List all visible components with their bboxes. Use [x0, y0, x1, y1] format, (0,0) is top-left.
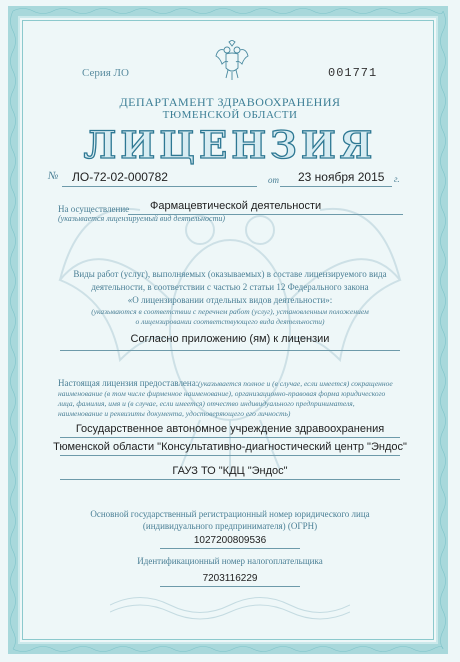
- holder-line-3: [60, 479, 400, 480]
- works-caption-2: о лицензировании соответствующего вида деятельности): [135, 317, 325, 326]
- holder-intro: Настоящая лицензия предоставлена:: [58, 378, 199, 388]
- coat-of-arms-icon: [214, 40, 250, 84]
- holder-name-line-1: Государственное автономное учреждение здравоохранения: [75, 423, 385, 435]
- works-line-3: «О лицензировании отдельных видов деятельности»:: [127, 295, 333, 305]
- ogrn-line: [160, 548, 300, 549]
- document-title: ЛИЦЕНЗИЯ: [83, 123, 377, 167]
- ogrn-label-2: (индивидуального предпринимателя) (ОГРН): [142, 521, 318, 531]
- license-date: 23 ноября 2015: [298, 170, 385, 184]
- holder-caption-4: наименование и реквизиты документа, удостоверяющего его личность): [58, 409, 291, 418]
- holder-caption-2: наименование (в том числе фирменное наименование), организационно-правовая форма юридического: [58, 389, 386, 398]
- date-suffix: г.: [394, 174, 400, 184]
- decorative-band: [110, 590, 350, 620]
- holder-line-1: [60, 437, 400, 438]
- inn-line: [160, 586, 300, 587]
- works-caption-1: (указываются в соответствии с перечнем работ (услуг), установленным положением: [91, 307, 369, 316]
- works-value: Согласно приложению (ям) к лицензии: [130, 333, 330, 345]
- series-label: Серия ЛО: [82, 67, 129, 79]
- inn-label: Идентификационный номер налогоплательщика: [137, 556, 323, 566]
- holder-caption-3: лица, фамилия, имя и (в случае, если имеется) отчество индивидуального предпринимателя,: [58, 399, 355, 408]
- license-number-line: [62, 186, 257, 187]
- ogrn-label-1: Основной государственный регистрационный номер юридического лица: [90, 509, 370, 519]
- holder-short-name: ГАУЗ ТО "КДЦ "Эндос": [172, 465, 288, 477]
- activity-label: На осуществление: [58, 204, 130, 214]
- license-number: ЛО-72-02-000782: [72, 170, 168, 184]
- department-region: ТЮМЕНСКОЙ ОБЛАСТИ: [162, 109, 298, 121]
- ogrn-value: 1027200809536: [193, 535, 267, 546]
- form-serial-number: 001771: [328, 66, 378, 80]
- activity-value: Фармацевтической деятельности: [150, 200, 322, 212]
- license-date-line: [280, 186, 392, 187]
- works-line-1: Виды работ (услуг), выполняемых (оказываемых) в составе лицензируемого вида: [73, 269, 387, 279]
- department-name: ДЕПАРТАМЕНТ ЗДРАВООХРАНЕНИЯ: [119, 95, 341, 109]
- holder-name-line-2: Тюменской области "Консультативно-диагностический центр "Эндос": [53, 441, 407, 453]
- works-line-2: деятельности, в соответствии с частью 2 статьи 12 Федерального закона: [91, 282, 369, 292]
- holder-caption-1: (указывается полное и (в случае, если имеется) сокращенное: [198, 379, 393, 388]
- activity-caption: (указывается лицензируемый вид деятельности): [58, 214, 226, 223]
- inn-value: 7203116229: [202, 573, 258, 584]
- number-sign: №: [48, 170, 59, 182]
- date-prefix: от: [268, 175, 279, 185]
- holder-line-2: [60, 455, 400, 456]
- works-value-line: [60, 350, 400, 351]
